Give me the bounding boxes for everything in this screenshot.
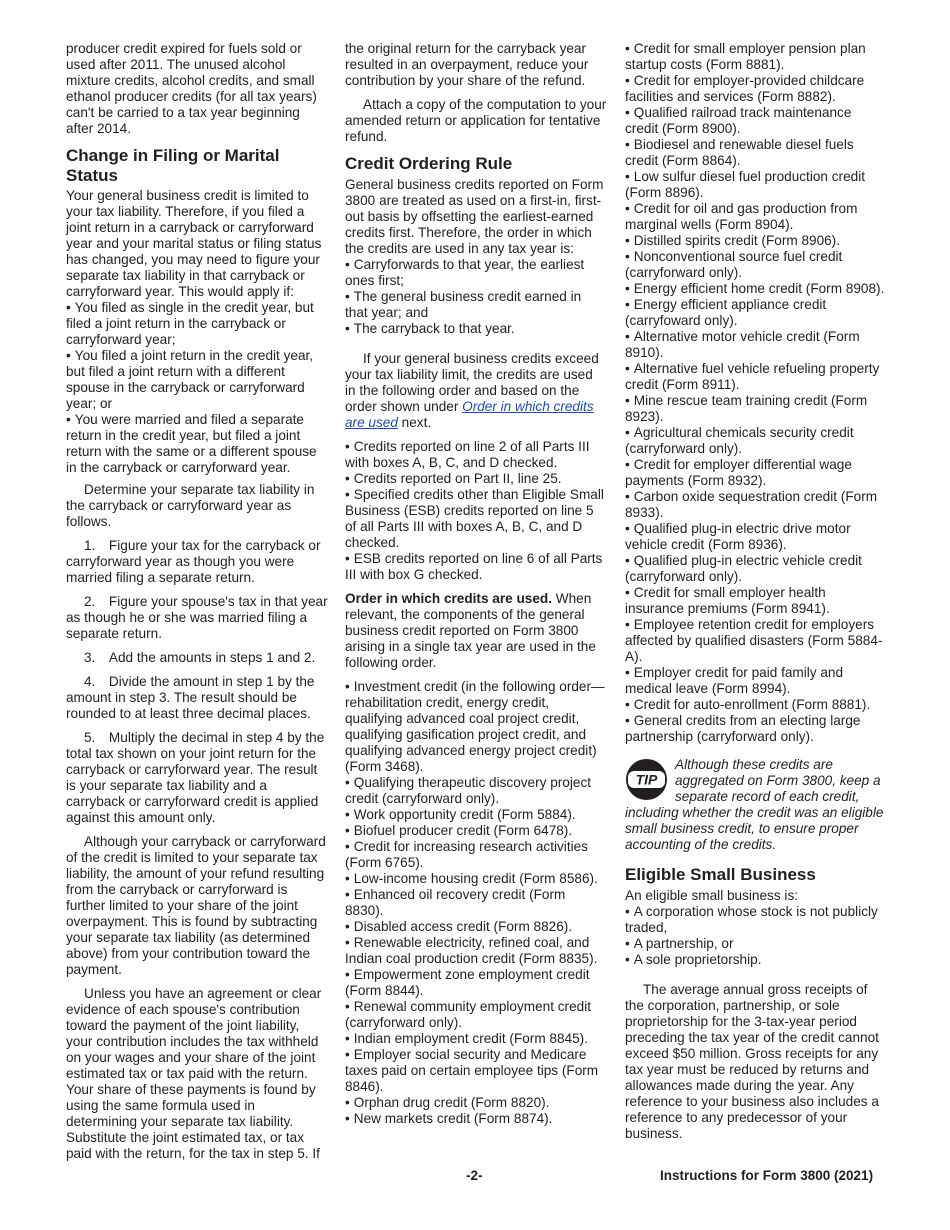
list-item: • You filed as single in the credit year, but filed a joint return in the carryback or carryforward year; [66,300,328,348]
list-item: • Credits reported on line 2 of all Parts III with boxes A, B, C, and D checked. [345,439,607,471]
credit-components-list [345,679,607,1127]
tax-limit-text: If your general business credits exceed your tax liability limit, the credits are used in the following order and based on the order shown under [345,350,599,414]
list-item: • New markets credit (Form 8874). [345,1111,607,1127]
separate-liability-paragraph: Determine your separate tax liability in the carryback or carryforward year as follows. [66,482,315,529]
list-item: • The carryback to that year. [345,321,607,337]
column-right [625,41,887,1150]
form-title-footer: Instructions for Form 3800 (2021) [660,1168,874,1183]
list-item: • ESB credits reported on line 6 of all Parts III with box G checked. [345,551,607,583]
list-item: • Employer credit for paid family and medical leave (Form 8994). [625,665,887,697]
list-item: • Investment credit (in the following order—rehabilitation credit, energy credit, qualifying advanced coal project credit, qualifying gasification project credit, and qualifying advanced energy project credit) (Form 3468). [345,679,607,775]
list-item: • Indian employment credit (Form 8845). [345,1031,607,1047]
list-item: • Credits reported on Part II, line 25. [345,471,607,487]
filing-status-paragraph: Your general business credit is limited to your tax liability. Therefore, if you filed a joint return in a carryback or carryforward year and your marital status or filing status has changed, you may need to figure your separate tax liability in that carryback or carryforward year. This would apply if: [66,188,322,299]
list-item: • Work opportunity credit (Form 5884). [345,807,607,823]
list-item: • Agricultural chemicals security credit (carryforward only). [625,425,887,457]
runin-text: When relevant, the components of the general business credit reported on Form 3800 arising in a single tax year are used in the following order. [345,590,596,670]
tip-label: TIP [635,771,658,788]
order-in-which-credits-link[interactable]: Order in which credits are used [345,398,594,430]
fifo-paragraph: General business credits reported on Form 3800 are treated as used on a first-in, first-out basis by offsetting the earliest-earned credits first. Therefore, the order in which the credits are used in any tax year is: [345,176,604,256]
list-item: • Credit for small employer health insurance premiums (Form 8941). [625,585,887,617]
step-2: 2. Figure your spouse's tax in that year as though he or she was married filing a separate return. [66,594,328,641]
filing-status-list [66,300,328,476]
list-item: • A sole proprietorship. [625,952,887,968]
attach-computation-paragraph: Attach a copy of the computation to your amended return or application for tentative refund. [345,97,607,144]
list-item: • Alternative fuel vehicle refueling property credit (Form 8911). [625,361,887,393]
list-item: • Biodiesel and renewable diesel fuels credit (Form 8864). [625,137,887,169]
list-item: • Empowerment zone employment credit (Form 8844). [345,967,607,999]
list-item: • Qualified railroad track maintenance credit (Form 8900). [625,105,887,137]
list-item: • Nonconventional source fuel credit (carryforward only). [625,249,887,281]
list-item: • Qualifying therapeutic discovery project credit (carryforward only). [345,775,607,807]
list-item: • You filed a joint return in the credit year, but filed a joint return with a different spouse in the carryback or carryforward year; or [66,348,328,412]
list-item: • Renewal community employment credit (carryforward only). [345,999,607,1031]
carryover-intro-paragraph: producer credit expired for fuels sold or used after 2011. The unused alcohol mixture credits, alcohol credits, and small ethanol producer credits (for all tax years) can't be carried to a tax year beginning after 2014. [66,41,317,136]
list-item: • Mine rescue team training credit (Form 8923). [625,393,887,425]
esb-entity-list [625,904,887,968]
list-item: • You were married and filed a separate return in the credit year, but filed a joint return with the same or a different spouse in the carryback or carryforward year. [66,412,328,476]
list-item: • Distilled spirits credit (Form 8906). [625,233,887,249]
step-5: 5. Multiply the decimal in step 4 by the total tax shown on your joint return for the carryback or carryforward year. The result is your separate tax liability and a carryback or carryforward credit is applied against this amount only. [66,730,325,825]
list-item: • Credit for small employer pension plan startup costs (Form 8881). [625,41,887,73]
step-3: 3. Add the amounts in steps 1 and 2. [84,650,316,665]
tax-limit-paragraph [345,351,607,431]
esb-intro: An eligible small business is: [625,887,799,903]
list-item: • Biofuel producer credit (Form 6478). [345,823,607,839]
list-item: • Alternative motor vehicle credit (Form 8910). [625,329,887,361]
list-item: • Energy efficient home credit (Form 8908). [625,281,887,297]
tip-icon [625,758,668,801]
list-item: • Renewable electricity, refined coal, and Indian coal production credit (Form 8835). [345,935,607,967]
refund-limit-paragraph: Although your carryback or carryforward of the credit is limited to your separate tax liability, the amount of your refund resulting from the carryback or carryforward is further limited to your share of the joint overpayment. This is found by subtracting your separate tax liability (as determined above) from your contribution toward the payment. [66,834,326,977]
list-item: • Credit for auto-enrollment (Form 8881). [625,697,887,713]
list-item: • The general business credit earned in that year; and [345,289,607,321]
heading-credit-ordering-rule: Credit Ordering Rule [345,154,513,173]
heading-change-in-filing: Change in Filing or Marital Status [66,146,280,185]
column-middle [345,41,607,1127]
list-item: • Credit for employer differential wage payments (Form 8932). [625,457,887,489]
page-number: -2- [466,1168,483,1183]
list-item: • Employer social security and Medicare taxes paid on certain employee tips (Form 8846). [345,1047,607,1095]
credit-year-order-list [345,257,607,337]
list-item: • A partnership, or [625,936,887,952]
list-item: • Carbon oxide sequestration credit (Form 8933). [625,489,887,521]
list-item: • Low-income housing credit (Form 8586). [345,871,607,887]
list-item: • Credit for oil and gas production from marginal wells (Form 8904). [625,201,887,233]
gross-receipts-paragraph: The average annual gross receipts of the corporation, partnership, or sole proprietorship for the 3-tax-year period preceding the tax year of the credit cannot exceed $50 million. Gross receipts for any tax year must be reduced by returns and allowances made during the year. Any reference to your business also includes a reference to any predecessor of your business. [625,981,879,1141]
list-item: • Employee retention credit for employers affected by qualified disasters (Form 5884-A). [625,617,887,665]
list-item: • General credits from an electing large partnership (carryforward only). [625,713,887,745]
tip-badge-graphic [625,758,668,801]
tip-text: Although these credits are aggregated on Form 3800, keep a separate record of each credit, including whether the credit was an eligible small business credit, to ensure proper accounting of the credits. [625,757,884,852]
heading-eligible-small-business: Eligible Small Business [625,865,816,884]
column-left [66,41,328,1170]
overpayment-continuation: the original return for the carryback year resulted in an overpayment, reduce your contribution by your share of the refund. [345,41,589,88]
list-item: • Specified credits other than Eligible Small Business (ESB) credits reported on line 5 of all Parts III with boxes A, B, C, and D checked. [345,487,607,551]
credit-components-list-continued [625,41,887,745]
list-item: • Orphan drug credit (Form 8820). [345,1095,607,1111]
list-item: • A corporation whose stock is not publicly traded, [625,904,887,936]
order-in-which-credits-paragraph [345,591,607,671]
step-1: 1. Figure your tax for the carryback or carryforward year as though you were married filing a separate return. [66,538,321,585]
list-item: • Energy efficient appliance credit (carryfoward only). [625,297,887,329]
step-4: 4. Divide the amount in step 1 by the amount in step 3. The result should be rounded to at least three decimal places. [66,674,315,721]
parts-order-list [345,439,607,583]
list-item: • Low sulfur diesel fuel production credit (Form 8896). [625,169,887,201]
list-item: • Carryforwards to that year, the earliest ones first; [345,257,607,289]
list-item: • Enhanced oil recovery credit (Form 8830). [345,887,607,919]
list-item: • Disabled access credit (Form 8826). [345,919,607,935]
tip-box [625,757,887,853]
list-item: • Credit for increasing research activities (Form 6765). [345,839,607,871]
tax-limit-text-end: next. [397,414,432,430]
contribution-paragraph: Unless you have an agreement or clear evidence of each spouse's contribution toward the payment of the joint liability, your contribution includes the tax withheld on your wages and your share of the joint estimated tax or tax paid with the return. Your share of these payments is found by using the same formula used in determining your separate tax liability. Substitute the joint estimated tax, or tax paid with the return, for the tax in step 5. If [66,986,322,1161]
list-item: • Qualified plug-in electric vehicle credit (carryforward only). [625,553,887,585]
runin-heading: Order in which credits are used. [345,590,552,606]
list-item: • Credit for employer-provided childcare facilities and services (Form 8882). [625,73,887,105]
list-item: • Qualified plug-in electric drive motor vehicle credit (Form 8936). [625,521,887,553]
